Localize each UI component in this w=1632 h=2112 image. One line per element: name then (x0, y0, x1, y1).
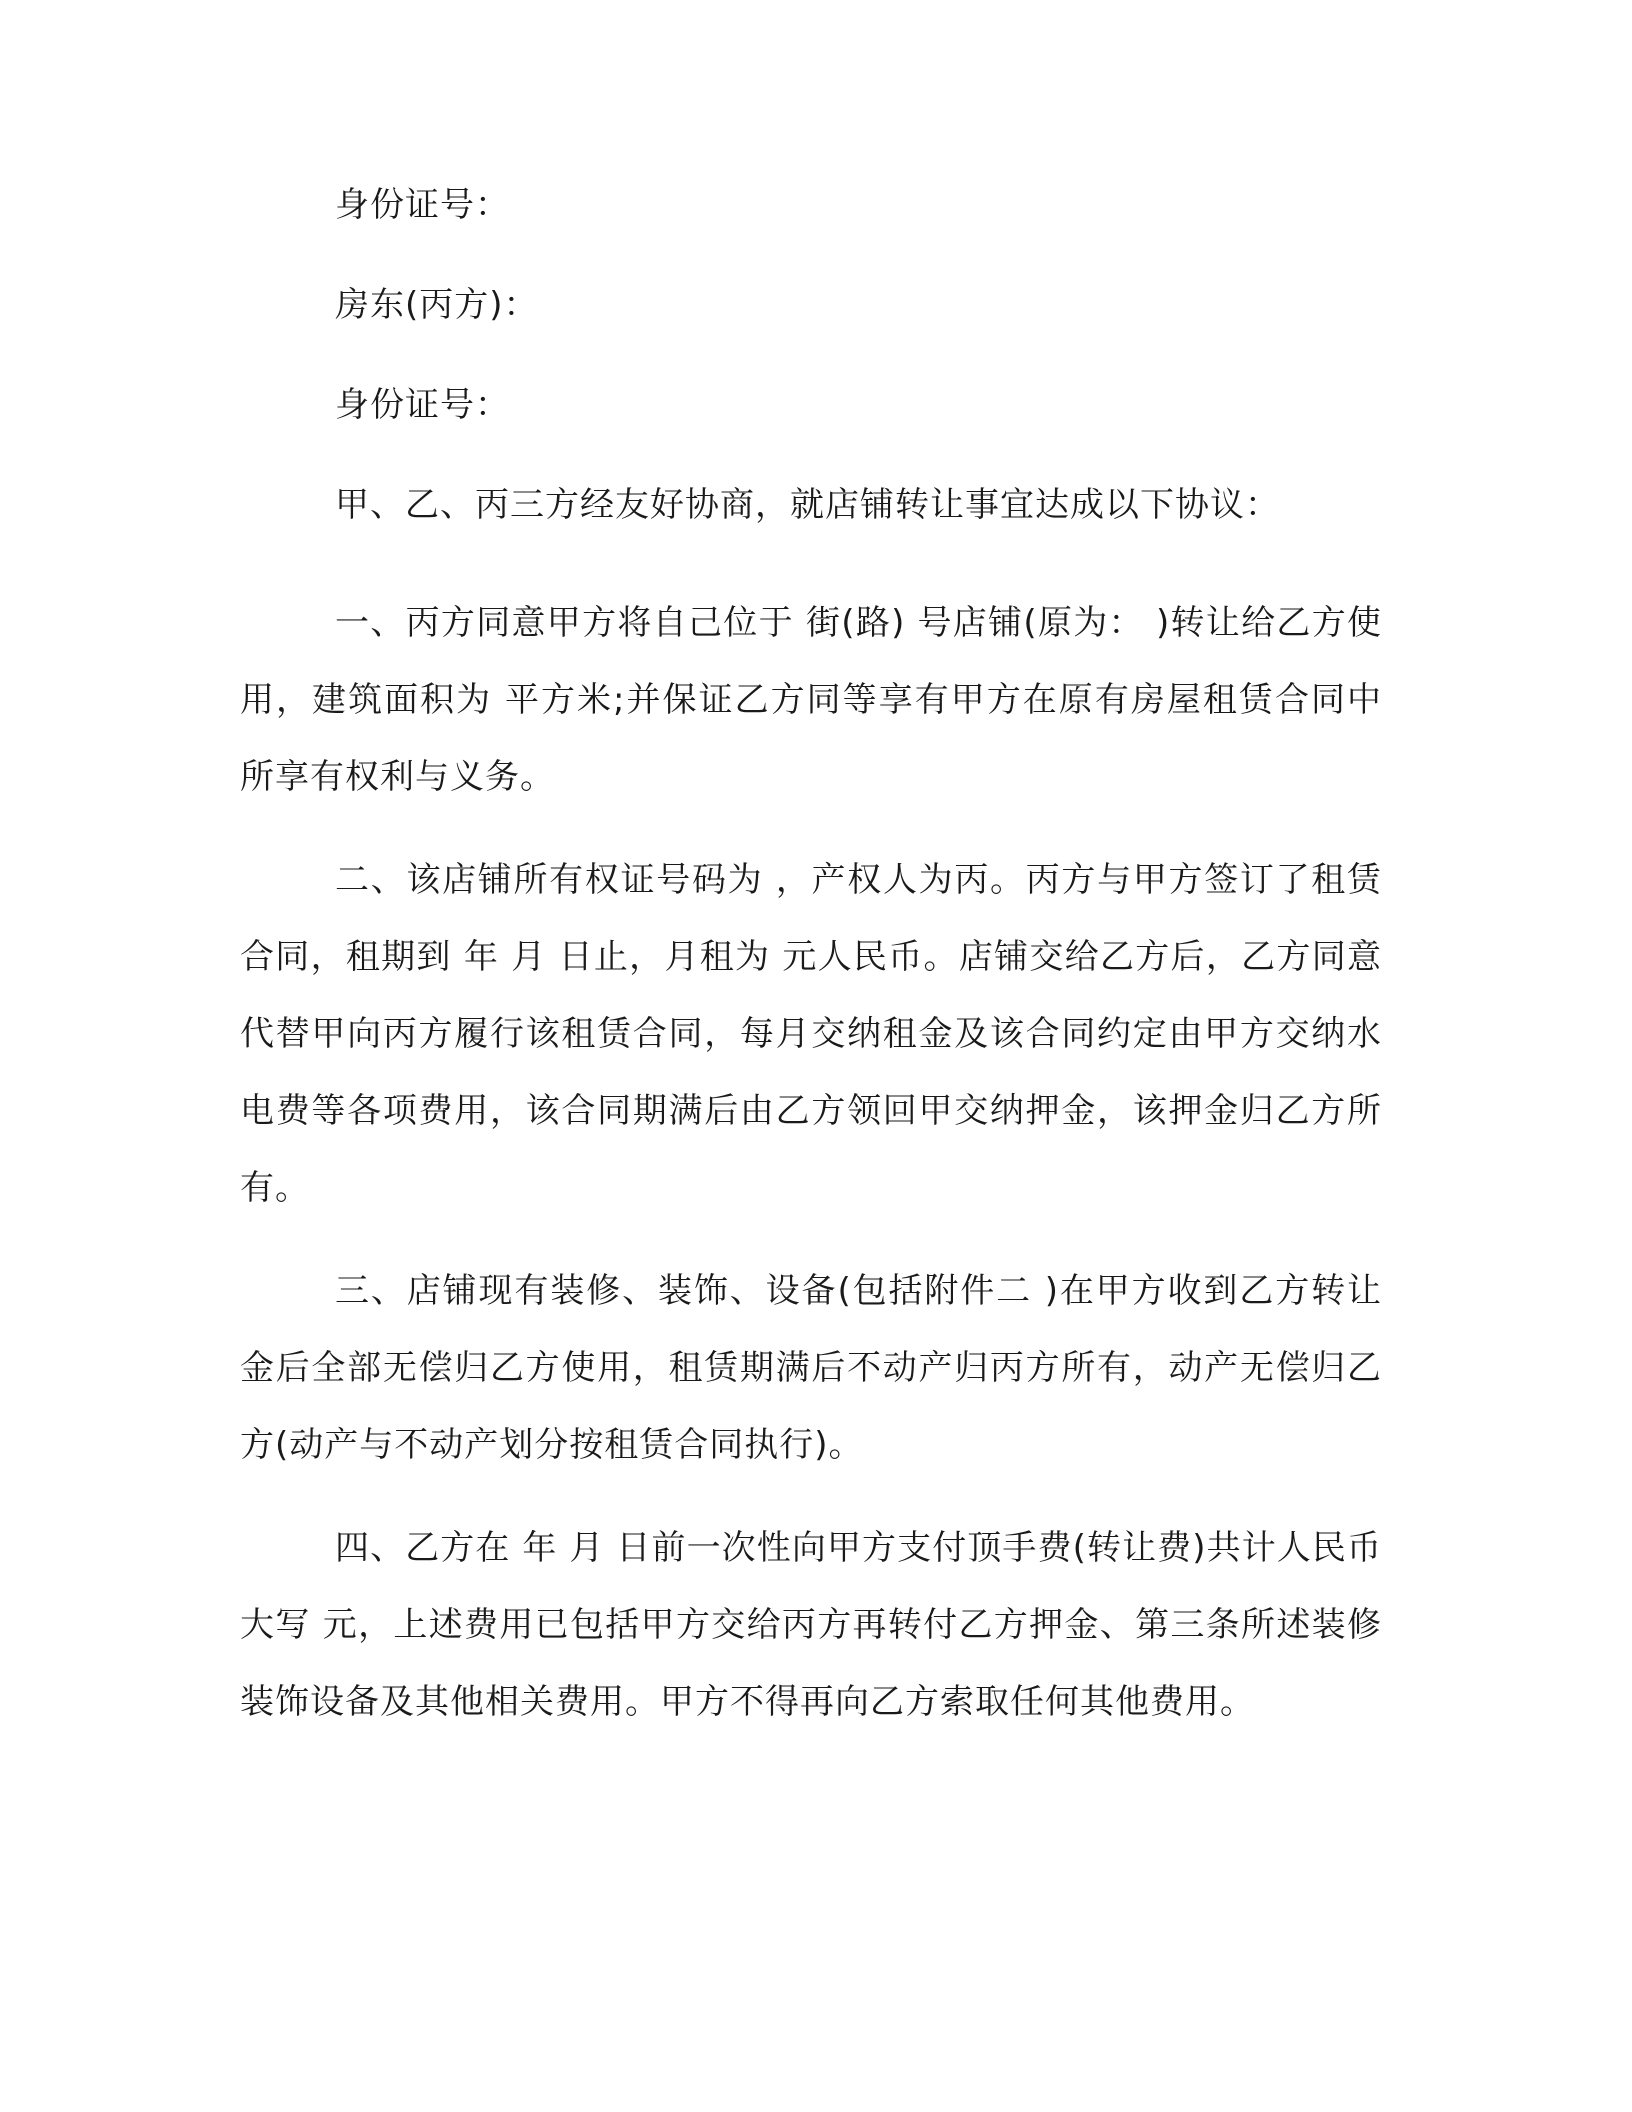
landlord-field: 房东(丙方)： (335, 285, 539, 325)
agreement-intro: 甲、乙、丙三方经友好协商，就店铺转让事宜达成以下协议： (335, 485, 1280, 525)
clause-4: 四、乙方在 年 月 日前一次性向甲方支付顶手费(转让费)共计人民币大写 元，上述费用已包括甲方交给丙方再转付乙方押金、第三条所述装修装饰设备及其他相关费用。甲方不得再向乙方索取任何其他费用。 (240, 1528, 1382, 1722)
clause-1: 一、丙方同意甲方将自己位于 街(路) 号店铺(原为： )转让给乙方使用，建筑面积为 平方米;并保证乙方同等享有甲方在原有房屋租赁合同中所享有权利与义务。 (240, 603, 1382, 797)
clause-3: 三、店铺现有装修、装饰、设备(包括附件二 )在甲方收到乙方转让金后全部无偿归乙方使用，租赁期满后不动产归丙方所有，动产无偿归乙方(动产与不动产划分按租赁合同执行)。 (240, 1271, 1382, 1465)
id-number-field-2: 身份证号： (335, 385, 510, 425)
clause-2: 二、该店铺所有权证号码为 ，产权人为丙。丙方与甲方签订了租赁合同，租期到 年 月 日止，月租为 元人民币。店铺交给乙方后，乙方同意代替甲向丙方履行该租赁合同，每月交纳租金及该合同约定由甲方交纳水电费等各项费用，该合同期满后由乙方领回甲交纳押金，该押金归乙方所有。 (240, 860, 1382, 1208)
id-number-field-1: 身份证号： (335, 185, 510, 225)
